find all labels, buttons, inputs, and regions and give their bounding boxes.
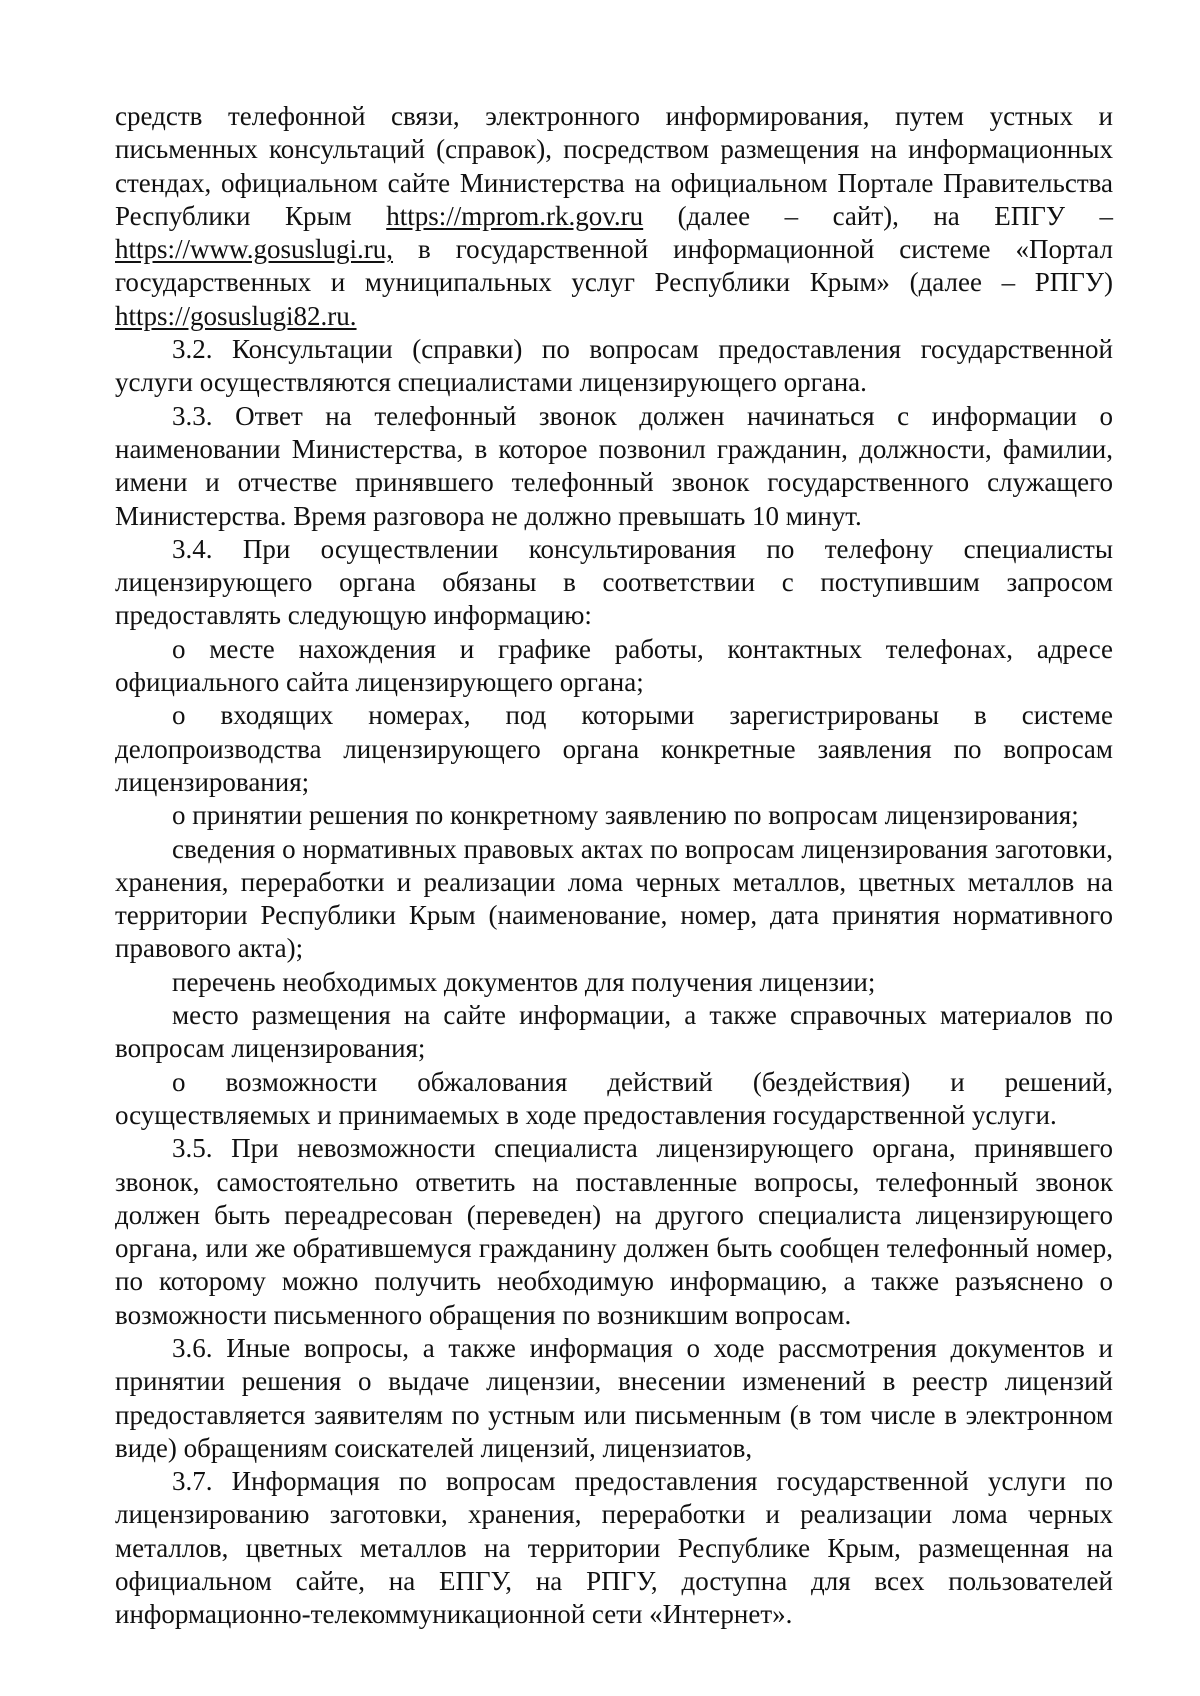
intro-text-a: средств телефонной связи, электронного информирования, путем устных и письменных консультаций (справок), посредством размещения на информационных стендах, официальном сайте Министерства на официальном Портале Правительства Республики Крым (115, 101, 1113, 231)
mprom-site-link[interactable]: https://mprom.rk.gov.ru (386, 200, 644, 231)
paragraph-3-7: 3.7. Информация по вопросам предоставления государственной услуги по лицензированию заготовки, хранения, переработки и реализации лома черных металлов, цветных металлов на территории Республике Крым, размещенная на официальном сайте, на ЕПГУ, на РПГУ, доступна для всех пользователей информационно-телекоммуникационной сети «Интернет». (115, 1466, 1113, 1630)
list-item-incoming-numbers: о входящих номерах, под которыми зарегистрированы в системе делопроизводства лицензирующего органа конкретные заявления по вопросам лицензирования; (115, 700, 1113, 797)
list-item-site-info: место размещения на сайте информации, а также справочных материалов по вопросам лицензирования; (115, 1000, 1113, 1064)
paragraph-3-3: 3.3. Ответ на телефонный звонок должен начинаться с информации о наименовании Министерства, в которое позвонил гражданин, должности, фамилии, имени и отчестве принявшего телефонный звонок государственного служащего Министерства. Время разговора не должно превышать 10 минут. (115, 400, 1113, 531)
list-item-documents: перечень необходимых документов для получения лицензии; (172, 966, 876, 997)
intro-text-b: (далее – сайт), на ЕПГУ – (643, 200, 1114, 231)
intro-text-c: в государственной информационной системе «Портал государственных и муниципальных услуг Республики Крым» (далее – РПГУ) (115, 234, 1113, 298)
paragraph-3-4: 3.4. При осуществлении консультирования по телефону специалисты лицензирующего органа обязаны в соответствии с поступившим запросом предоставлять следующую информацию: (115, 533, 1113, 631)
gosuslugi82-link[interactable]: https://gosuslugi82.ru. (115, 300, 357, 331)
list-item-legal-acts: сведения о нормативных правовых актах по вопросам лицензирования заготовки, хранения, переработки и реализации лома черных металлов, цветных металлов на территории Республики Крым (наименование, номер, дата принятия нормативного правового акта); (115, 833, 1113, 964)
paragraph-3-5: 3.5. При невозможности специалиста лицензирующего органа, принявшего звонок, самостоятельно ответить на поставленные вопросы, телефонный звонок должен быть переадресован (переведен) на другого специалиста лицензирующего органа, или же обратившемуся гражданину должен быть сообщен телефонный номер, по которому можно получить необходимую информацию, а также разъяснено о возможности письменного обращения по возникшим вопросам. (115, 1133, 1113, 1330)
paragraph-3-2: 3.2. Консультации (справки) по вопросам предоставления государственной услуги осуществляются специалистами лицензирующего органа. (115, 334, 1113, 398)
gosuslugi-link[interactable]: https://www.gosuslugi.ru, (115, 234, 394, 265)
list-item-decision: о принятии решения по конкретному заявлению по вопросам лицензирования; (172, 800, 1079, 831)
list-item-location: о месте нахождения и графике работы, контактных телефонах, адресе официального сайта лицензирующего органа; (115, 633, 1113, 698)
list-item-appeal: о возможности обжалования действий (бездействия) и решений, осуществляемых и принимаемых в ходе предоставления государственной услуги. (115, 1066, 1113, 1130)
document-page (115, 100, 1113, 1632)
paragraph-intro (115, 100, 1113, 333)
paragraph-3-6: 3.6. Иные вопросы, а также информация о ходе рассмотрения документов и принятии решения о выдаче лицензии, внесении изменений в реестр лицензий предоставляется заявителям по устным или письменным (в том числе в электронном виде) обращениям соискателей лицензий, лицензиатов, (115, 1332, 1113, 1463)
